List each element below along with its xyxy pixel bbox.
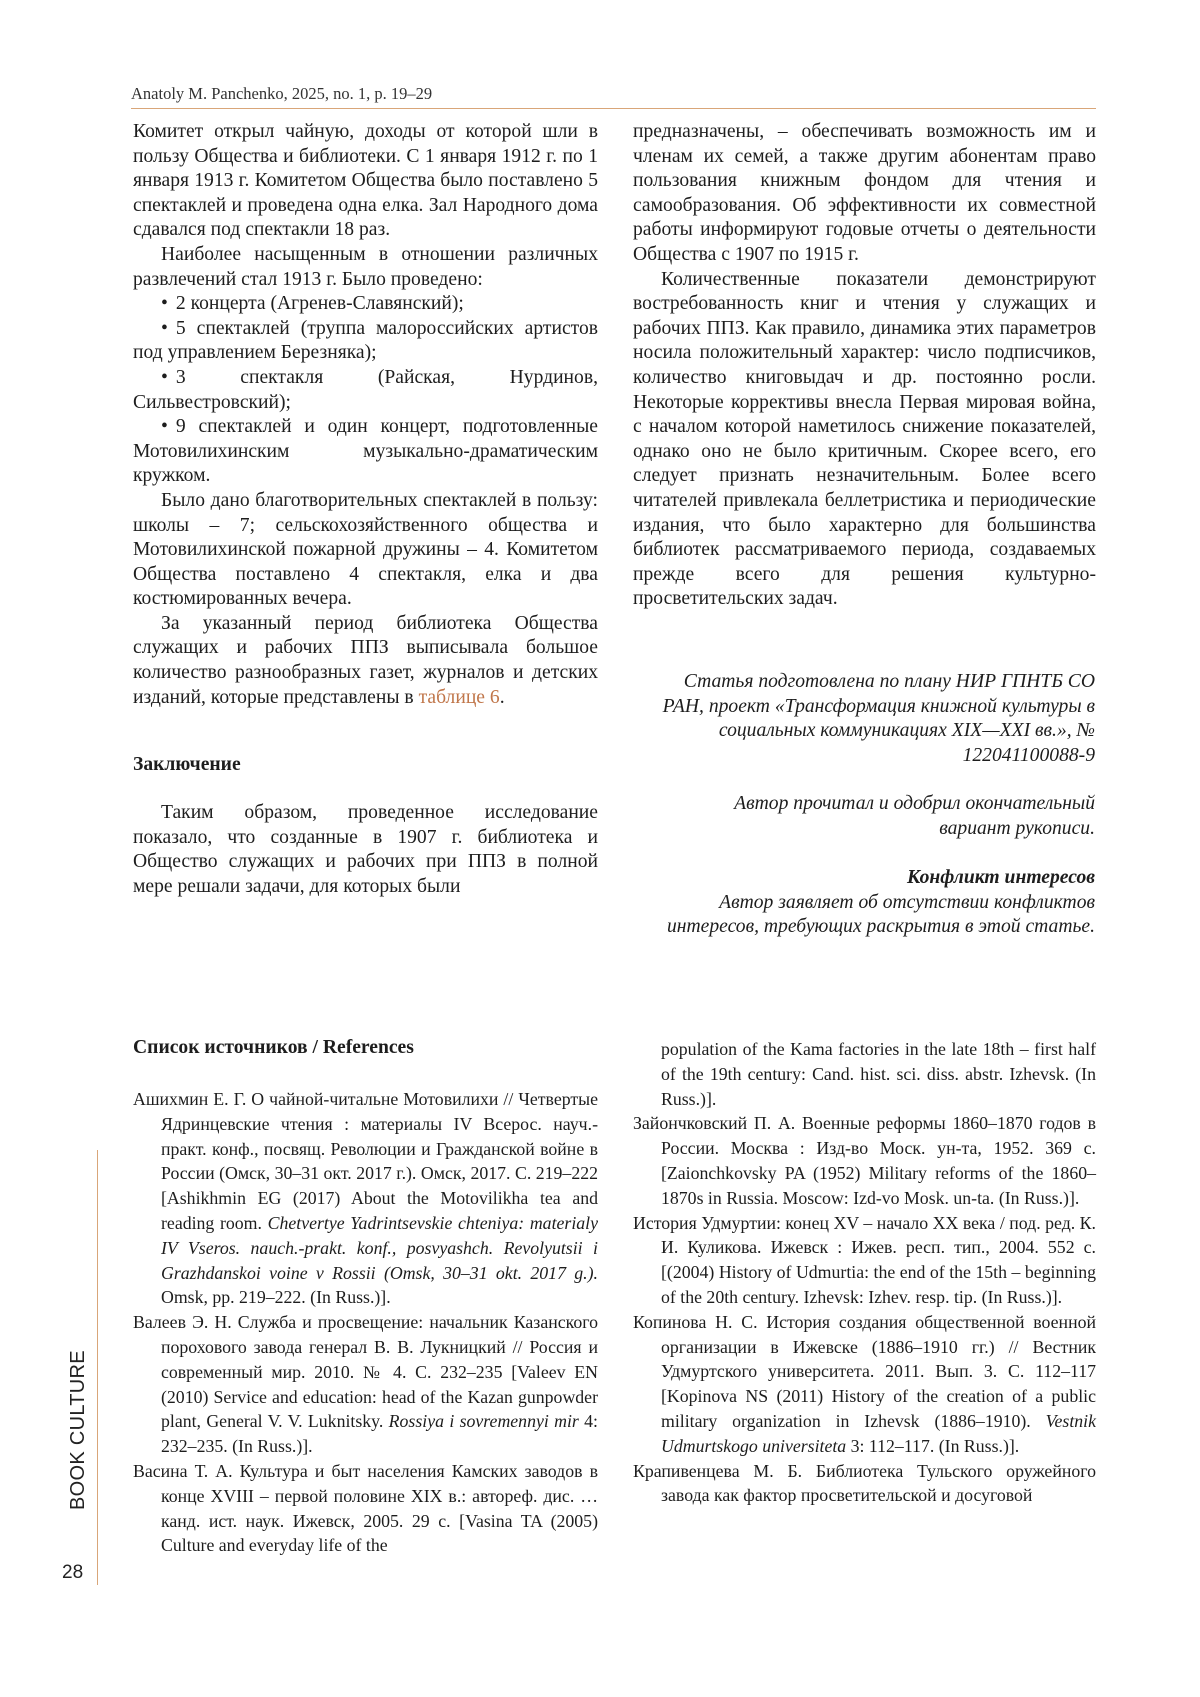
paragraph: предназначены, – обеспечивать возможность им и членам их семей, а также другим абонентам право пользования книжным фондом для чтения и самообразования. Об эффективности их совместной работы информируют годовые отчеты о деятельности Общества с 1907 по 1915 г. xyxy=(633,121,1096,265)
conclusion-text xyxy=(133,801,598,899)
header-rule xyxy=(131,108,1096,109)
references-heading: Список источников / References xyxy=(133,1037,414,1058)
left-column xyxy=(133,120,598,710)
paragraph: Было дано благотворительных спектаклей в пользу: школы – 7; сельскохозяйственного общества и Мотовилихинской пожарной дружины – 4. Комитетом Общества поставлено 4 спектакля, елка и два костюмированных вечера. xyxy=(133,489,598,610)
reference-item: Крапивенцева М. Б. Библиотека Тульского оружейного завода как фактор просветительской и досуговой xyxy=(633,1460,1096,1506)
reference-item: Копинова Н. С. История создания общественной военной организации в Ижевске (1886–1910 гг.) // Вестник Удмуртского университета. 2011. Вып. 3. С. 112–117 [Kopinova NS (2011) History of the creation of a public military organization in Izhevsk (1886–1910). Vestnik Udmurtskogo universiteta 3: 112–117. (In Russ.)]. xyxy=(633,1311,1096,1456)
paragraph: Наиболее насыщенным в отношении различных развлечений стал 1913 г. Было проведено: xyxy=(133,243,598,290)
list-item: • 3 спектакля (Райская, Нурдинов, Сильвестровский); xyxy=(133,366,598,415)
page-number: 28 xyxy=(62,1562,84,1583)
approval-note: Автор прочитал и одобрил окончательный вариант рукописи. xyxy=(734,793,1095,839)
references-left xyxy=(133,1087,598,1558)
reference-item: Ашихмин Е. Г. О чайной-читальне Мотовилихи // Четвертые Ядринцевские чтения : материалы IV Всерос. науч.-практ. конф., посвящ. Революции и Гражданской войне в России (Омск, 30–31 окт. 2017 г.). Омск, 2017. С. 219–222 [Ashikhmin EG (2017) About the Motovilikha tea and reading room. Chetvertye Yadrintsevskie chteniya: materialy IV Vseros. nauch.-prakt. konf., posvyashch. Revolyutsii i Grazhdanskoi voine v Rossii (Omsk, 30–31 okt. 2017 g.). Omsk, pp. 219–222. (In Russ.)]. xyxy=(133,1089,598,1308)
reference-item: Валеев Э. Н. Служба и просвещение: начальник Казанского порохового завода генерал В. В. Лукницкий // Россия и современный мир. 2010. № 4. С. 232–235 [Valeev EN (2010) Service and education: head of the Kazan gunpowder plant, General V. V. Luknitsky. Rossiya i sovremennyi mir 4: 232–235. (In Russ.)]. xyxy=(133,1312,598,1457)
reference-item: Зайончковский П. А. Военные реформы 1860–1870 годов в России. Москва : Изд-во Моск. ун-та, 1952. 369 с. [Zaionchkovsky PA (1952) Military reforms of the 1860–1870s in Russia. Moscow: Izd-vo Mosk. un-ta. (In Russ.)]. xyxy=(633,1113,1096,1208)
table-6-link[interactable]: таблице 6 xyxy=(418,686,500,708)
conflict-title: Конфликт интересов xyxy=(907,867,1095,888)
bullet-list xyxy=(133,292,598,489)
sidebar-rule xyxy=(97,1150,98,1585)
paragraph xyxy=(133,612,598,710)
list-item: • 9 спектаклей и один концерт, подготовленные Мотовилихинским музыкально-драматическим кружком. xyxy=(133,415,598,489)
list-item: • 2 концерта (Агренев-Славянский); xyxy=(133,292,598,317)
running-head: Anatoly M. Panchenko, 2025, no. 1, p. 19–29 xyxy=(131,84,433,103)
funding-note: Статья подготовлена по плану НИР ГПНТБ СО РАН, проект «Трансформация книжной культуры в социальных коммуникациях XIX—XXI вв.», № 122041100088-9 xyxy=(662,671,1095,766)
paragraph: Комитет открыл чайную, доходы от которой шли в пользу Общества и библиотеки. С 1 января 1912 г. по 1 января 1913 г. Комитетом Общества было поставлено 5 спектаклей и проведена одна елка. Зал Народного дома сдавался под спектакли 18 раз. xyxy=(133,121,598,241)
paragraph-text: За указанный период библиотека Общества служащих и рабочих ППЗ выписывала большое количество разнообразных газет, журналов и детских изданий, которые представлены в xyxy=(133,612,598,708)
references-right xyxy=(633,1037,1096,1508)
conflict-text: Автор заявляет об отсутствии конфликтов интересов, требующих раскрытия в этой статье. xyxy=(666,891,1095,938)
conflict-section xyxy=(640,866,1095,940)
reference-item: История Удмуртии: конец XV – начало XX века / под. ред. К. И. Куликова. Ижевск : Ижев. респ. тип., 2004. 552 с. [(2004) History of Udmurtia: the end of the 15th – beginning of the 20th century. Izhevsk: Izhev. resp. tip. (In Russ.)]. xyxy=(633,1212,1096,1307)
paragraph-text: . xyxy=(499,686,505,708)
paragraph: Количественные показатели демонстрируют востребованность книг и чтения у служащих и рабочих ППЗ. Как правило, динамика этих параметров носила положительный характер: число подписчиков, количество книговыдач и др. постоянно росли. Некоторые коррективы внесла Первая мировая война, с началом которой наметилось снижение показателей, однако оно не было критичным. Скорее всего, его следует признать незначительным. Более всего читателей привлекала беллетристика и периодические издания, что было характерно для большинства библиотек рассматриваемого периода, создаваемых прежде всего для решения культурно-просветительских задач. xyxy=(633,268,1096,610)
reference-continuation: population of the Kama factories in the late 18th – first half of the 19th century: Cand. hist. sci. diss. abstr. Izhevsk. (In Russ.)]. xyxy=(661,1039,1096,1109)
paragraph: Таким образом, проведенное исследование показало, что созданные в 1907 г. библиотека и Общество служащих и рабочих при ППЗ в полной мере решали задачи, для которых были xyxy=(133,802,598,897)
list-item: • 5 спектаклей (труппа малороссийских артистов под управлением Березняка); xyxy=(133,317,598,366)
right-column xyxy=(633,120,1096,612)
reference-item: Васина Т. А. Культура и быт населения Камских заводов в конце XVIII – первой половине XIX в.: автореф. дис. … канд. ист. наук. Ижевск, 2005. 29 с. [Vasina TA (2005) Culture and everyday life of the xyxy=(133,1460,598,1556)
conclusion-heading: Заключение xyxy=(133,754,241,775)
